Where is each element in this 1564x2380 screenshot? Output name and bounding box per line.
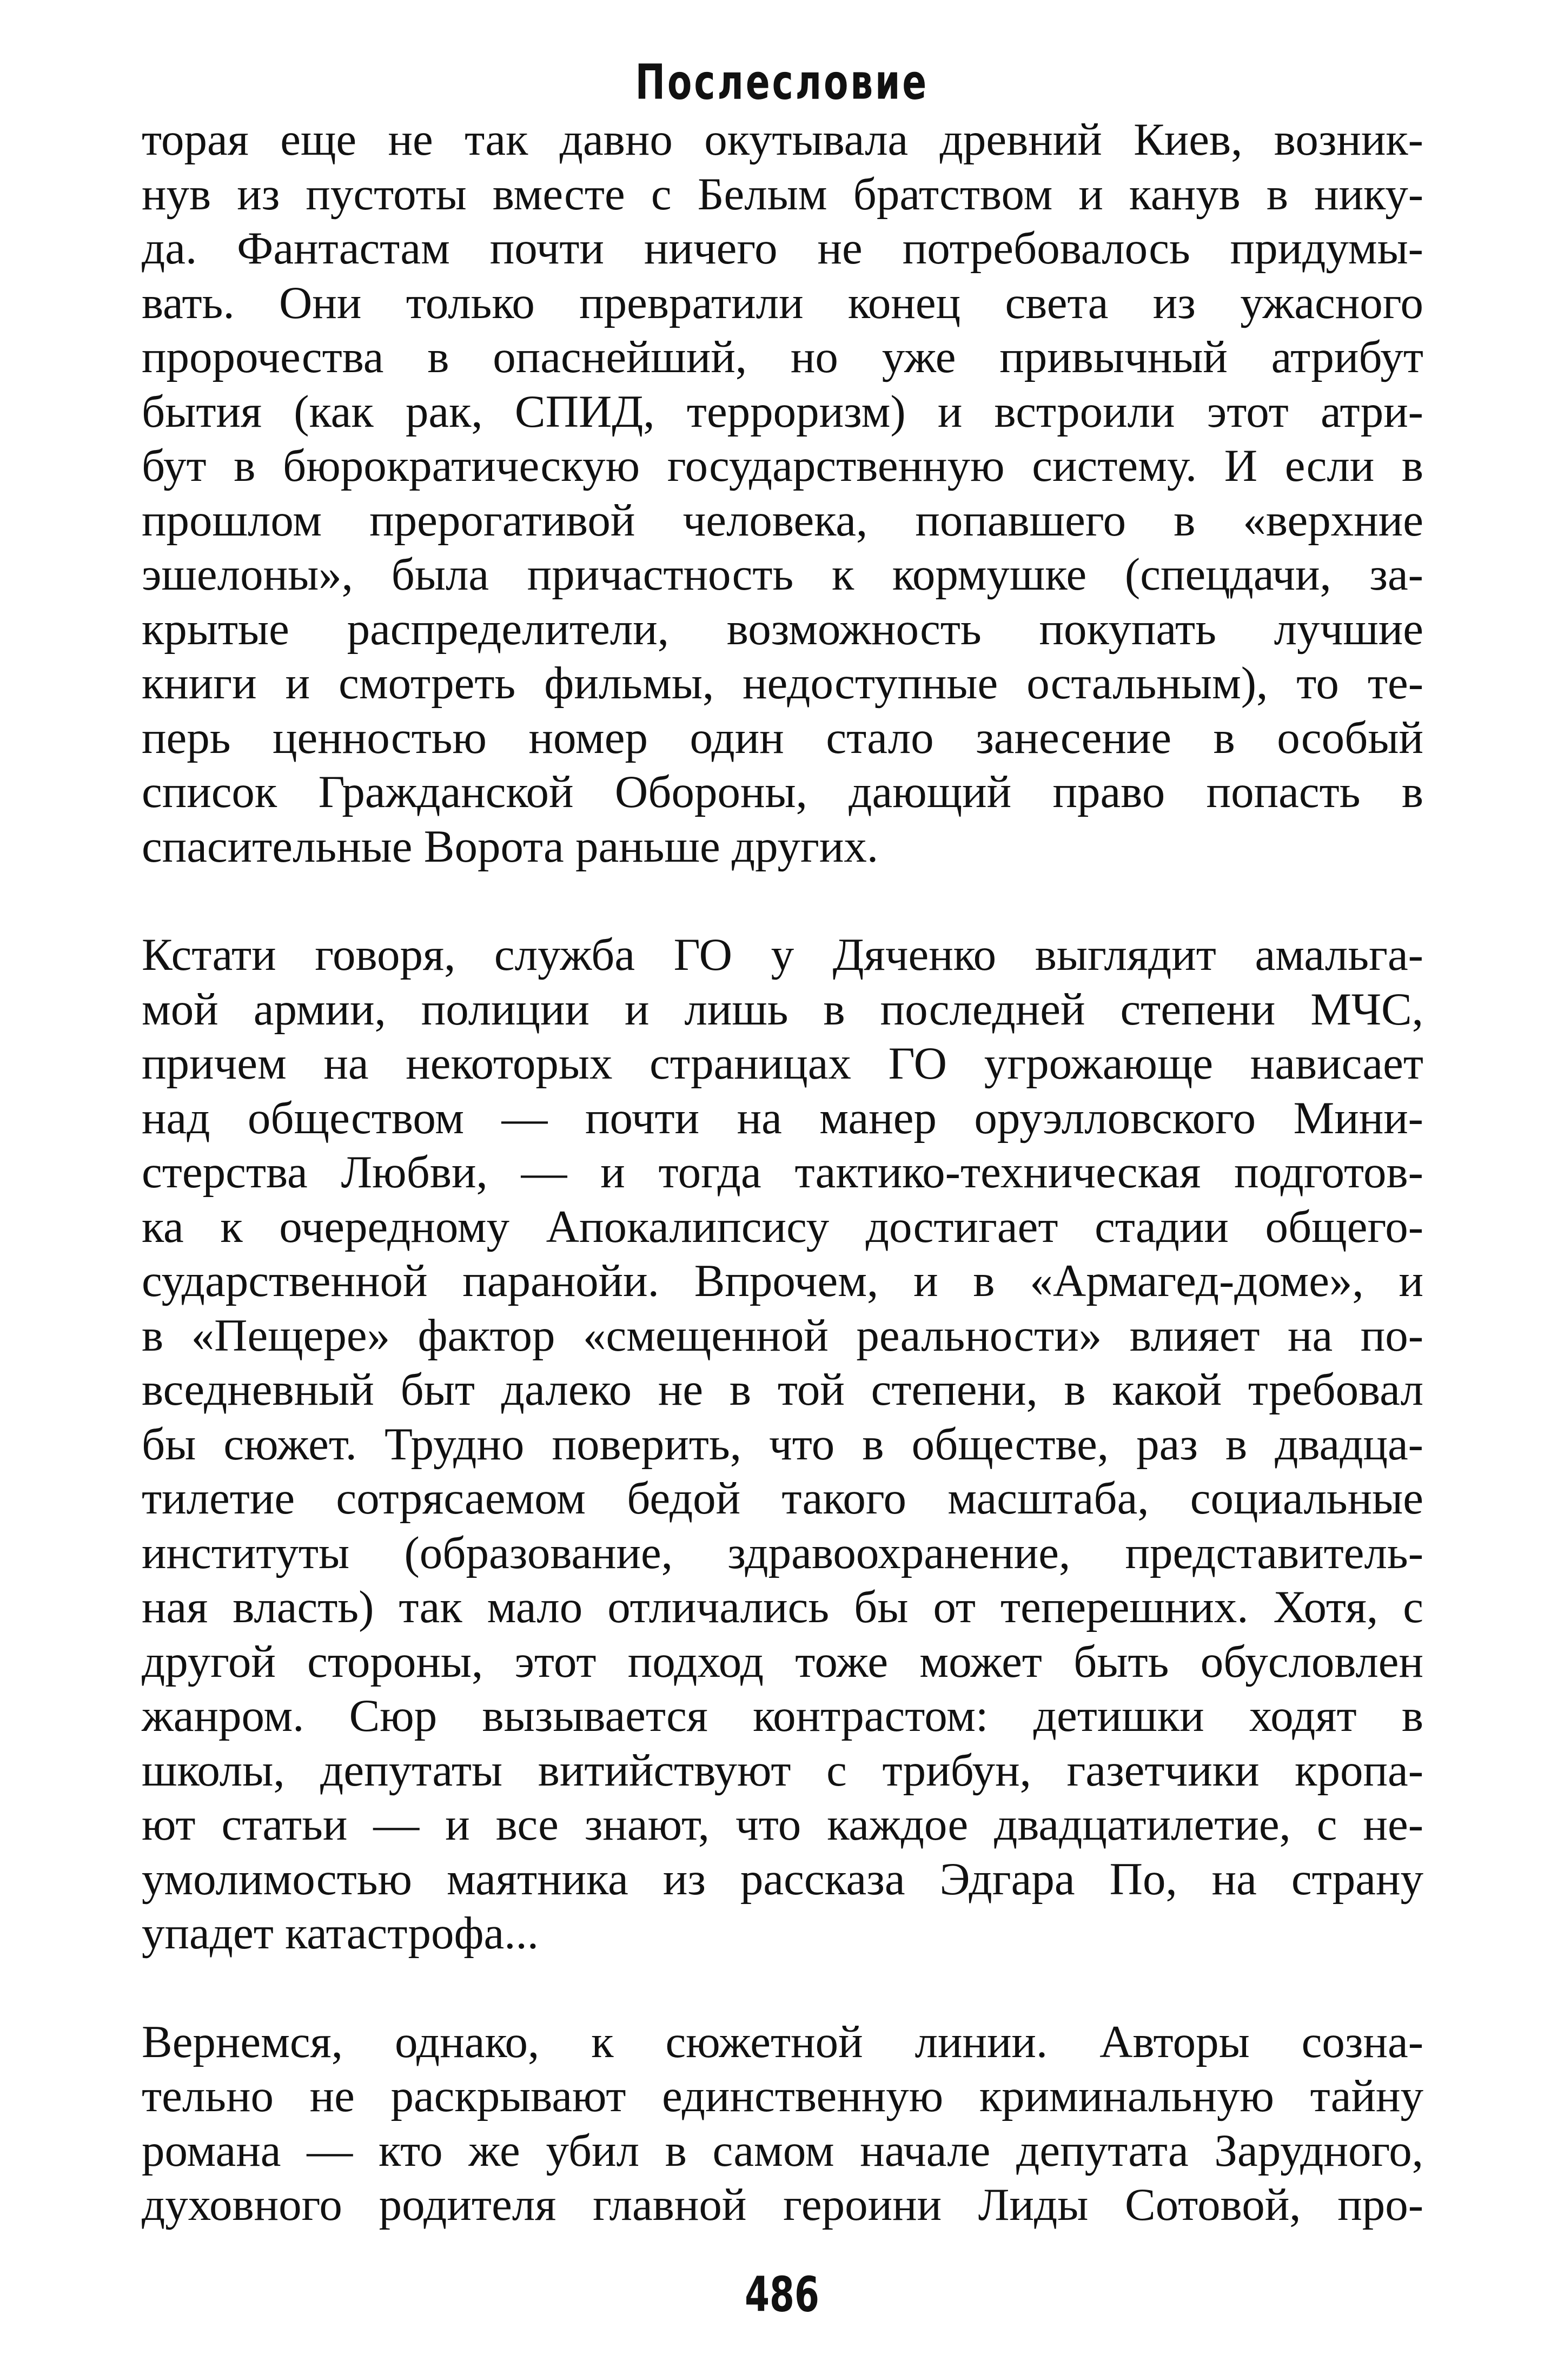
- text-line: стерства Любви, — и тогда тактико-техническая подготов-: [142, 1147, 1423, 1198]
- text-line: романа — кто же убил в самом начале депутата Зарудного,: [142, 2125, 1423, 2176]
- text-line: да. Фантастам почти ничего не потребовалось придумы-: [142, 223, 1423, 274]
- text-line: спасительные Ворота раньше других.: [142, 821, 879, 872]
- text-line: ка к очередному Апокалипсису достигает стадии общего-: [142, 1201, 1423, 1252]
- text-line: ная власть) так мало отличались бы от теперешних. Хотя, с: [142, 1582, 1423, 1632]
- text-line: тельно не раскрывают единственную криминальную тайну: [142, 2071, 1423, 2121]
- page-number: 486: [745, 2266, 819, 2323]
- paragraph-3: [142, 2015, 1423, 2232]
- text-line: сударственной паранойи. Впрочем, и в «Армагед-доме», и: [142, 1255, 1423, 1306]
- text-line: ют статьи — и все знают, что каждое двадцатилетие, с не-: [142, 1799, 1423, 1850]
- text-line: торая еще не так давно окутывала древний Киев, возник-: [142, 114, 1423, 165]
- paragraph-spacer: [142, 874, 1423, 928]
- text-line: школы, депутаты витийствуют с трибун, газетчики кропа-: [142, 1744, 1423, 1796]
- text-line: мой армии, полиции и лишь в последней степени МЧС,: [142, 983, 1423, 1035]
- paragraph-1: [142, 113, 1423, 874]
- text-line: прошлом прерогативой человека, попавшего в «верхние: [142, 494, 1423, 546]
- text-line: список Гражданской Обороны, дающий право попасть в: [142, 766, 1423, 817]
- text-line: духовного родителя главной героини Лиды Сотовой, про-: [142, 2179, 1423, 2230]
- paragraph-2: [142, 928, 1423, 1961]
- text-line: нув из пустоты вместе с Белым братством и канув в нику-: [142, 168, 1423, 220]
- text-line: над обществом — почти на манер оруэлловского Мини-: [142, 1092, 1423, 1143]
- body-text: [142, 113, 1423, 2232]
- text-line: тилетие сотрясаемом бедой такого масштаба, социальные: [142, 1473, 1423, 1524]
- text-line: умолимостью маятника из рассказа Эдгара По, на страну: [142, 1853, 1423, 1905]
- text-line: перь ценностью номер один стало занесение в особый: [142, 712, 1423, 763]
- text-line: бы сюжет. Трудно поверить, что в обществе, раз в двадца-: [142, 1418, 1423, 1470]
- text-line: бут в бюрократическую государственную систему. И если в: [142, 440, 1423, 491]
- text-line: бытия (как рак, СПИД, терроризм) и встроили этот атри-: [142, 386, 1423, 437]
- text-line: эшелоны», была причастность к кормушке (спецдачи, за-: [142, 549, 1423, 600]
- text-line: жанром. Сюр вызывается контрастом: детишки ходят в: [142, 1690, 1423, 1741]
- text-line: вседневный быт далеко не в той степени, в какой требовал: [142, 1364, 1423, 1415]
- running-head: Послесловие: [635, 54, 929, 110]
- paragraph-spacer: [142, 1961, 1423, 2015]
- text-line: пророчества в опаснейший, но уже привычный атрибут: [142, 332, 1423, 382]
- text-line: Кстати говоря, служба ГО у Дяченко выглядит амальга-: [142, 929, 1423, 980]
- text-line: Вернемся, однако, к сюжетной линии. Авторы созна-: [142, 2016, 1423, 2067]
- text-line: упадет катастрофа...: [142, 1908, 539, 1959]
- text-line: другой стороны, этот подход тоже может быть обусловлен: [142, 1636, 1423, 1687]
- text-line: книги и смотреть фильмы, недоступные остальным), то те-: [142, 658, 1423, 709]
- text-line: крытые распределители, возможность покупать лучшие: [142, 603, 1423, 654]
- text-line: вать. Они только превратили конец света из ужасного: [142, 277, 1423, 328]
- text-line: в «Пещере» фактор «смещенной реальности» влияет на по-: [142, 1310, 1423, 1361]
- text-line: институты (образование, здравоохранение, представитель-: [142, 1527, 1423, 1578]
- text-line: причем на некоторых страницах ГО угрожающе нависает: [142, 1038, 1423, 1089]
